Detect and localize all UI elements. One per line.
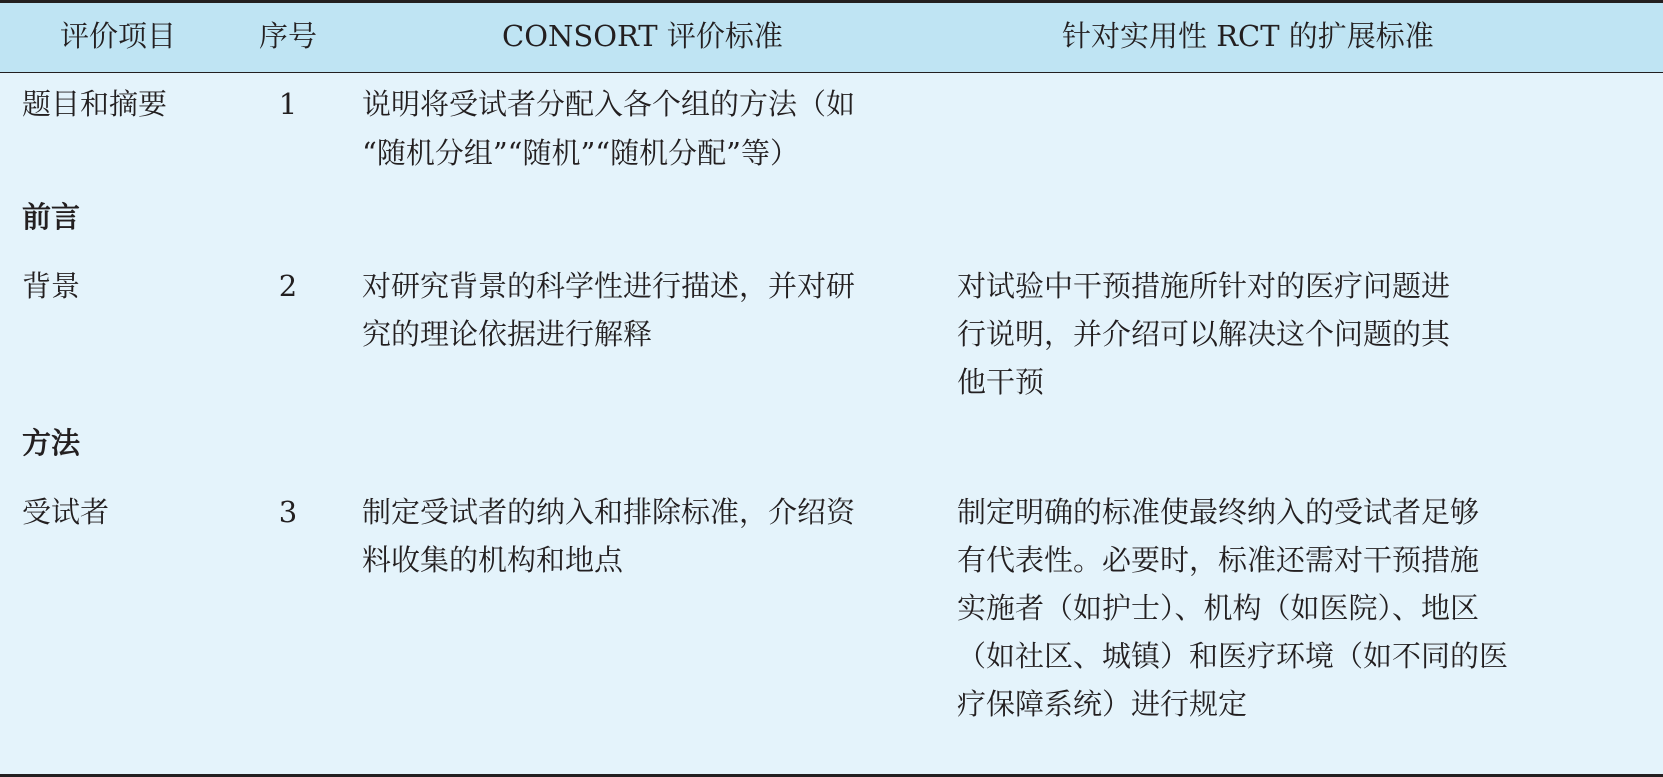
row-1-consort-line-2: “随机分组”“随机”“随机分配”等） [362, 136, 799, 170]
row-3-item: 受试者 [22, 495, 110, 529]
row-2-consort-line-1: 对研究背景的科学性进行描述，并对研 [362, 269, 856, 303]
row-2-extension-line-1: 对试验中干预措施所针对的医疗问题进 [957, 269, 1451, 303]
table-top-rule [0, 0, 1663, 3]
row-3-extension-line-5: 疗保障系统）进行规定 [957, 687, 1248, 721]
row-3-extension-line-1: 制定明确的标准使最终纳入的受试者足够 [957, 495, 1480, 529]
row-1-number: 1 [278, 87, 298, 121]
row-2-item: 背景 [22, 269, 81, 303]
row-3-extension-line-3: 实施者（如护士）、机构（如医院）、地区 [957, 591, 1480, 625]
section-methods: 方法 [22, 426, 81, 460]
header-consort: CONSORT 评价标准 [502, 19, 783, 53]
row-3-consort-line-1: 制定受试者的纳入和排除标准，介绍资 [362, 495, 856, 529]
row-2-consort-line-2: 究的理论依据进行解释 [362, 317, 653, 351]
row-3-extension-line-2: 有代表性。必要时，标准还需对干预措施 [957, 543, 1480, 577]
row-1-item: 题目和摘要 [22, 87, 168, 121]
section-preface: 前言 [22, 200, 81, 234]
header-number: 序号 [259, 19, 318, 53]
row-2-number: 2 [278, 269, 298, 303]
header-extension: 针对实用性 RCT 的扩展标准 [1062, 19, 1434, 53]
row-1-consort-line-1: 说明将受试者分配入各个组的方法（如 [362, 87, 856, 121]
row-3-number: 3 [278, 495, 298, 529]
header-item: 评价项目 [60, 19, 177, 53]
row-3-extension-line-4: （如社区、城镇）和医疗环境（如不同的医 [957, 639, 1509, 673]
row-2-extension-line-3: 他干预 [957, 365, 1045, 399]
row-3-consort-line-2: 料收集的机构和地点 [362, 543, 624, 577]
row-2-extension-line-2: 行说明，并介绍可以解决这个问题的其 [957, 317, 1451, 351]
table-header-rule [0, 72, 1663, 73]
